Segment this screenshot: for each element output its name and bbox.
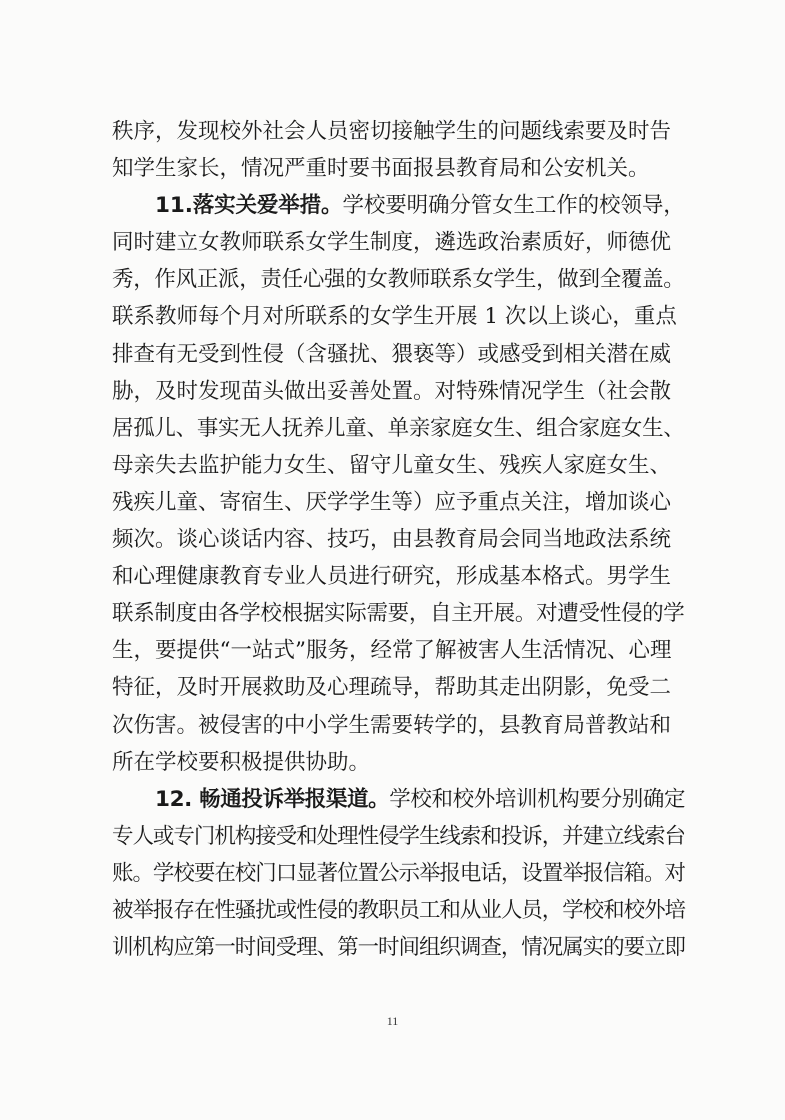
text-line bbox=[112, 261, 685, 298]
text-line bbox=[112, 187, 685, 224]
line-text: 残疾儿童、寄宿生、厌学学生等）应予重点关注，增加谈心 bbox=[112, 489, 672, 515]
text-line bbox=[112, 410, 685, 447]
text-line bbox=[112, 855, 685, 892]
text-line bbox=[112, 447, 685, 484]
line-text: 联系教师每个月对所联系的女学生开展 1 次以上谈心，重点 bbox=[112, 304, 677, 330]
text-line bbox=[112, 632, 685, 669]
text-line bbox=[112, 373, 685, 410]
text-line bbox=[112, 558, 685, 595]
section-heading: 11.落实关爱举措。 bbox=[155, 193, 343, 219]
line-text: 秩序，发现校外社会人员密切接触学生的问题线索要及时告 bbox=[112, 119, 672, 144]
text-line bbox=[112, 113, 685, 150]
text-line bbox=[112, 781, 685, 818]
line-text: 被举报存在性骚扰或性侵的教职员工和从业人员，学校和校外培 bbox=[112, 897, 686, 923]
line-text: 训机构应第一时间受理、第一时间组织调查，情况属实的要立即 bbox=[112, 935, 686, 961]
line-text: 频次。谈心谈话内容、技巧，由县教育局会同当地政法系统 bbox=[112, 527, 672, 553]
line-text: 居孤儿、事实无人抚养儿童、单亲家庭女生、组合家庭女生、 bbox=[112, 415, 685, 441]
line-text: 联系制度由各学校根据实际需要，自主开展。对遭受性侵的学 bbox=[112, 601, 685, 627]
page-number: 11 bbox=[386, 1014, 399, 1028]
line-text: 排查有无受到性侵（含骚扰、猥亵等）或感受到相关潜在威 bbox=[112, 341, 672, 367]
line-text: 知学生家长，情况严重时要书面报县教育局和公安机关。 bbox=[112, 156, 650, 182]
text-line bbox=[112, 521, 685, 558]
line-text: 母亲失去监护能力女生、留守儿童女生、残疾人家庭女生、 bbox=[112, 452, 672, 478]
text-line bbox=[112, 818, 685, 855]
text-line bbox=[112, 744, 685, 781]
line-text: 专人或专门机构接受和处理性侵学生线索和投诉，并建立线索台 bbox=[112, 823, 686, 849]
line-text: 学校和校外培训机构要分别确定 bbox=[389, 786, 686, 812]
text-line bbox=[112, 224, 685, 261]
text-line bbox=[112, 669, 685, 706]
line-text: 同时建立女教师联系女学生制度，遴选政治素质好，师德优 bbox=[112, 230, 672, 256]
text-line bbox=[112, 892, 685, 929]
body-text bbox=[112, 113, 685, 966]
line-text: 所在学校要积极提供协助。 bbox=[112, 749, 371, 775]
text-line bbox=[112, 150, 685, 187]
section-heading: 12. 畅通投诉举报渠道。 bbox=[155, 786, 390, 812]
text-line bbox=[112, 707, 685, 744]
text-line bbox=[112, 595, 685, 632]
text-line bbox=[112, 336, 685, 373]
line-text: 和心理健康教育专业人员进行研究，形成基本格式。男学生 bbox=[112, 564, 672, 590]
line-text: 学校要明确分管女生工作的校领导， bbox=[342, 193, 685, 219]
line-text: 秀，作风正派，责任心强的女教师联系女学生，做到全覆盖。 bbox=[112, 267, 685, 293]
line-text: 特征，及时开展救助及心理疏导，帮助其走出阴影，免受二 bbox=[112, 675, 672, 701]
text-line bbox=[112, 929, 685, 966]
line-text: 生，要提供“一站式”服务，经常了解被害人生活情况、心理 bbox=[112, 638, 672, 664]
line-text: 账。学校要在校门口显著位置公示举报电话，设置举报信箱。对 bbox=[112, 860, 686, 886]
line-text: 胁，及时发现苗头做出妥善处置。对特殊情况学生（社会散 bbox=[112, 378, 672, 404]
text-line bbox=[112, 298, 685, 335]
text-line bbox=[112, 484, 685, 521]
line-text: 次伤害。被侵害的中小学生需要转学的，县教育局普教站和 bbox=[112, 712, 672, 738]
